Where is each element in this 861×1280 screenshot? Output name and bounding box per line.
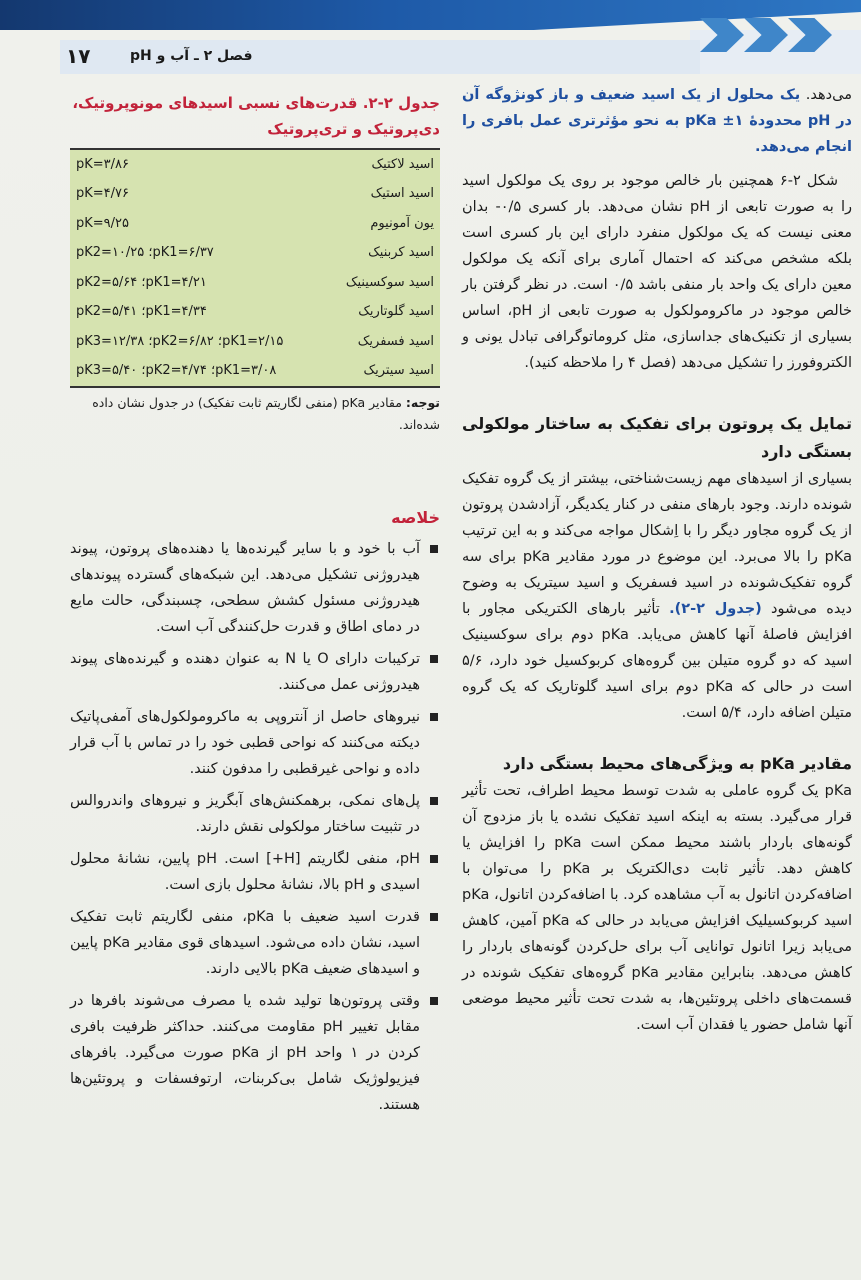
intro-bold: یک محلول از یک اسید ضعیف و باز کونژوگه آن در pH محدودهٔ pKa ±۱ به نحو مؤثرتری عمل بافری را انجام می‌دهد. bbox=[462, 87, 852, 155]
summary-item bbox=[70, 646, 440, 698]
intro-text: می‌دهد. bbox=[800, 87, 852, 103]
summary-item-text: قدرت اسید ضعیف با pKa، منفی لگاریتم ثابت تفکیک اسید، نشان داده می‌شود. اسیدهای قوی مقادیر pKa پایین و اسیدهای ضعیف pKa بالایی دارند. bbox=[70, 909, 420, 977]
pk-value-cell: pK=۹/۲۵ bbox=[70, 209, 298, 239]
acid-name-cell: اسید فسفریک bbox=[298, 327, 440, 357]
table-title: جدول ۲-۲. قدرت‌های نسبی اسیدهای مونوپروتیک، دی‌پروتیک و تری‌پروتیک bbox=[72, 94, 440, 138]
table-row bbox=[70, 149, 440, 180]
acid-name-cell: اسید سیتریک bbox=[298, 357, 440, 388]
paragraph-environment: pKa یک گروه عاملی به شدت توسط محیط اطراف، تحت تأثیر قرار می‌گیرد. بسته به اینکه اسید تفکیک نشده یا باز مزدوج آن گونه‌های باردار باشند محیط ممکن است pKa را افزایش یا کاهش دهد. تأثیر ثابت دی‌الکتریک بر pKa را می‌توان با اضافه‌کردن اتانول به آب مشاهده کرد. با اضافه‌کردن اتانول، pKa اسید کربوکسیلیک افزایش می‌یابد در حالی که pKa آمین، کاهش می‌یابد زیرا اتانول توانایی آب برای حل‌کردن گونه‌های باردار را کاهش می‌دهد. بنابراین مقادیر pKa گروه‌های تفکیک شونده در قسمت‌های داخلی پروتئین‌ها، به شدت تحت تأثیر محیط موضعی آنها شامل حضور یا فقدان آب است. bbox=[462, 783, 852, 1033]
table-row bbox=[70, 180, 440, 210]
left-column bbox=[70, 90, 440, 1124]
bullet-square-icon bbox=[430, 913, 438, 921]
pk-value-cell: pK1=۴/۲۱؛ pK2=۵/۶۴ bbox=[70, 268, 298, 298]
pk-value-cell: pK1=۳/۰۸؛ pK2=۴/۷۴؛ pK3=۵/۴۰ bbox=[70, 357, 298, 388]
summary-item bbox=[70, 846, 440, 898]
para2-text-end: تأثیر بارهای الکتریکی مجاور با افزایش فاصلهٔ آنها کاهش می‌یابد. pKa دوم برای سوکسینیک اسید که دو گروه متیلن بین گروه‌های کربوکسیل خود دارد، ۵/۶ است در حالی که pKa دوم برای اسید گلوتاریک که یک گروه متیلن اضافه دارد، ۵/۴ است. bbox=[462, 601, 853, 721]
paragraph-net-charge: شکل ۲-۶ همچنین بار خالص موجود بر روی یک مولکول اسید را به صورت تابعی از pH نشان می‌دهد. بار کسری ۰/۵- بدان معنی نیست که یک مولکول منفرد دارای این بار کسری است بلکه مشخص می‌کند که احتمال آماری برای آنکه یک مولکول معین دارای یک واحد بار منفی باشد ۰/۵ است. در نظر گرفتن بار خالص موجود در ماکرومولکول به صورت تابعی از pH، اساس بسیاری از تکنیک‌های جداسازی، مثل کروماتوگرافی تبادل یونی و الکتروفورز را تشکیل می‌دهد (فصل ۴ را ملاحظه کنید). bbox=[462, 173, 853, 371]
para2-text: بسیاری از اسیدهای مهم زیست‌شناختی، بیشتر از یک گروه تفکیک شونده دارند. وجود بارهای منفی در کنار یکدیگر، آزادشدن پروتون از یک گروه مجاور دیگر را با اِشکال مواجه می‌کند و به این ترتیب pKa را بالا می‌برد. این موضوع در مورد مقادیر pKa برای سه گروه تفکیک‌شونده در اسید فسفریک و اسید سیتریک به وضوح دیده می‌شود bbox=[462, 471, 852, 617]
page-number: ۱۷ bbox=[66, 44, 91, 68]
table-row bbox=[70, 327, 440, 357]
table-row bbox=[70, 239, 440, 269]
bullet-square-icon bbox=[430, 997, 438, 1005]
table-row bbox=[70, 268, 440, 298]
right-column bbox=[462, 82, 852, 1038]
summary-item bbox=[70, 536, 440, 640]
summary-item-text: pH، منفی لگاریتم [H+] است. pH پایین، نشانهٔ محلول اسیدی و pH بالا، نشانهٔ محلول بازی است. bbox=[70, 851, 420, 893]
acid-strength-table bbox=[70, 148, 440, 388]
acid-name-cell: اسید کربنیک bbox=[298, 239, 440, 269]
note-label: توجه: bbox=[405, 395, 440, 410]
acid-name-cell: اسید استیک bbox=[298, 180, 440, 210]
table-row bbox=[70, 298, 440, 328]
table-note bbox=[70, 392, 440, 436]
summary-list bbox=[70, 536, 440, 1118]
summary-item-text: پل‌های نمکی، برهمکنش‌های آبگریز و نیروهای واندروالس در تثبیت ساختار مولکولی نقش دارند. bbox=[70, 793, 420, 835]
summary-item-text: نیروهای حاصل از آنتروپی به ماکرومولکول‌های آمفی‌پاتیک دیکته می‌کنند که نواحی قطبی خود را در تماس با آب قرار داده و نواحی غیرقطبی را مدفون کنند. bbox=[70, 709, 420, 777]
summary-item bbox=[70, 988, 440, 1118]
table-row bbox=[70, 209, 440, 239]
summary-item bbox=[70, 704, 440, 782]
section-heading-proton-dissociation: تمایل یک پروتون برای تفکیک به ساختار مولکولی بستگی دارد bbox=[462, 414, 852, 461]
paragraph-multiple-groups bbox=[462, 466, 852, 726]
bullet-square-icon bbox=[430, 655, 438, 663]
bullet-square-icon bbox=[430, 855, 438, 863]
summary-item-text: ترکیبات دارای O یا N به عنوان دهنده و گیرنده‌های پیوند هیدروژنی عمل می‌کنند. bbox=[70, 651, 421, 693]
section-heading-environment: مقادیر pKa به ویژگی‌های محیط بستگی دارد bbox=[502, 754, 852, 773]
pk-value-cell: pK=۴/۷۶ bbox=[70, 180, 298, 210]
note-text: مقادیر pKa (منفی لگاریتم ثابت تفکیک) در جدول نشان داده شده‌اند. bbox=[92, 395, 440, 432]
summary-item bbox=[70, 904, 440, 982]
summary-item-text: وقتی پروتون‌ها تولید شده یا مصرف می‌شوند بافرها در مقابل تغییر pH مقاومت می‌کنند. حداکثر ظرفیت بافری کردن در ۱ واحد pH از pKa صورت می‌گیرد. بافرهای فیزیولوژیک شامل بی‌کربنات، ارتوفسفات و پروتئین‌ها هستند. bbox=[70, 993, 421, 1113]
acid-name-cell: یون آمونیوم bbox=[298, 209, 440, 239]
pk-value-cell: pK=۳/۸۶ bbox=[70, 149, 298, 180]
acid-name-cell: اسید سوکسینیک bbox=[298, 268, 440, 298]
bullet-square-icon bbox=[430, 545, 438, 553]
bullet-square-icon bbox=[430, 713, 438, 721]
table-reference-link[interactable]: (جدول ۲-۲). bbox=[669, 601, 762, 617]
summary-item-text: آب با خود و با سایر گیرنده‌ها یا دهنده‌های پروتون، پیوند هیدروژنی تشکیل می‌دهد. این شبکه‌های گسترده پیوندهای هیدروژنی مسئول کشش سطحی، چسبندگی، حالت مایع در دمای اطاق و قدرت حل‌کنندگی آب است. bbox=[70, 541, 420, 635]
pk-value-cell: pK1=۲/۱۵؛ pK2=۶/۸۲؛ pK3=۱۲/۳۸ bbox=[70, 327, 298, 357]
pk-value-cell: pK1=۴/۳۴؛ pK2=۵/۴۱ bbox=[70, 298, 298, 328]
acid-name-cell: اسید لاکتیک bbox=[298, 149, 440, 180]
acid-name-cell: اسید گلوتاریک bbox=[298, 298, 440, 328]
pk-value-cell: pK1=۶/۳۷؛ pK2=۱۰/۲۵ bbox=[70, 239, 298, 269]
bullet-square-icon bbox=[430, 797, 438, 805]
intro-paragraph bbox=[462, 82, 852, 160]
chapter-title: فصل ۲ ـ آب و pH bbox=[130, 48, 253, 64]
summary-heading: خلاصه bbox=[391, 508, 440, 527]
summary-item bbox=[70, 788, 440, 840]
table-row bbox=[70, 357, 440, 388]
